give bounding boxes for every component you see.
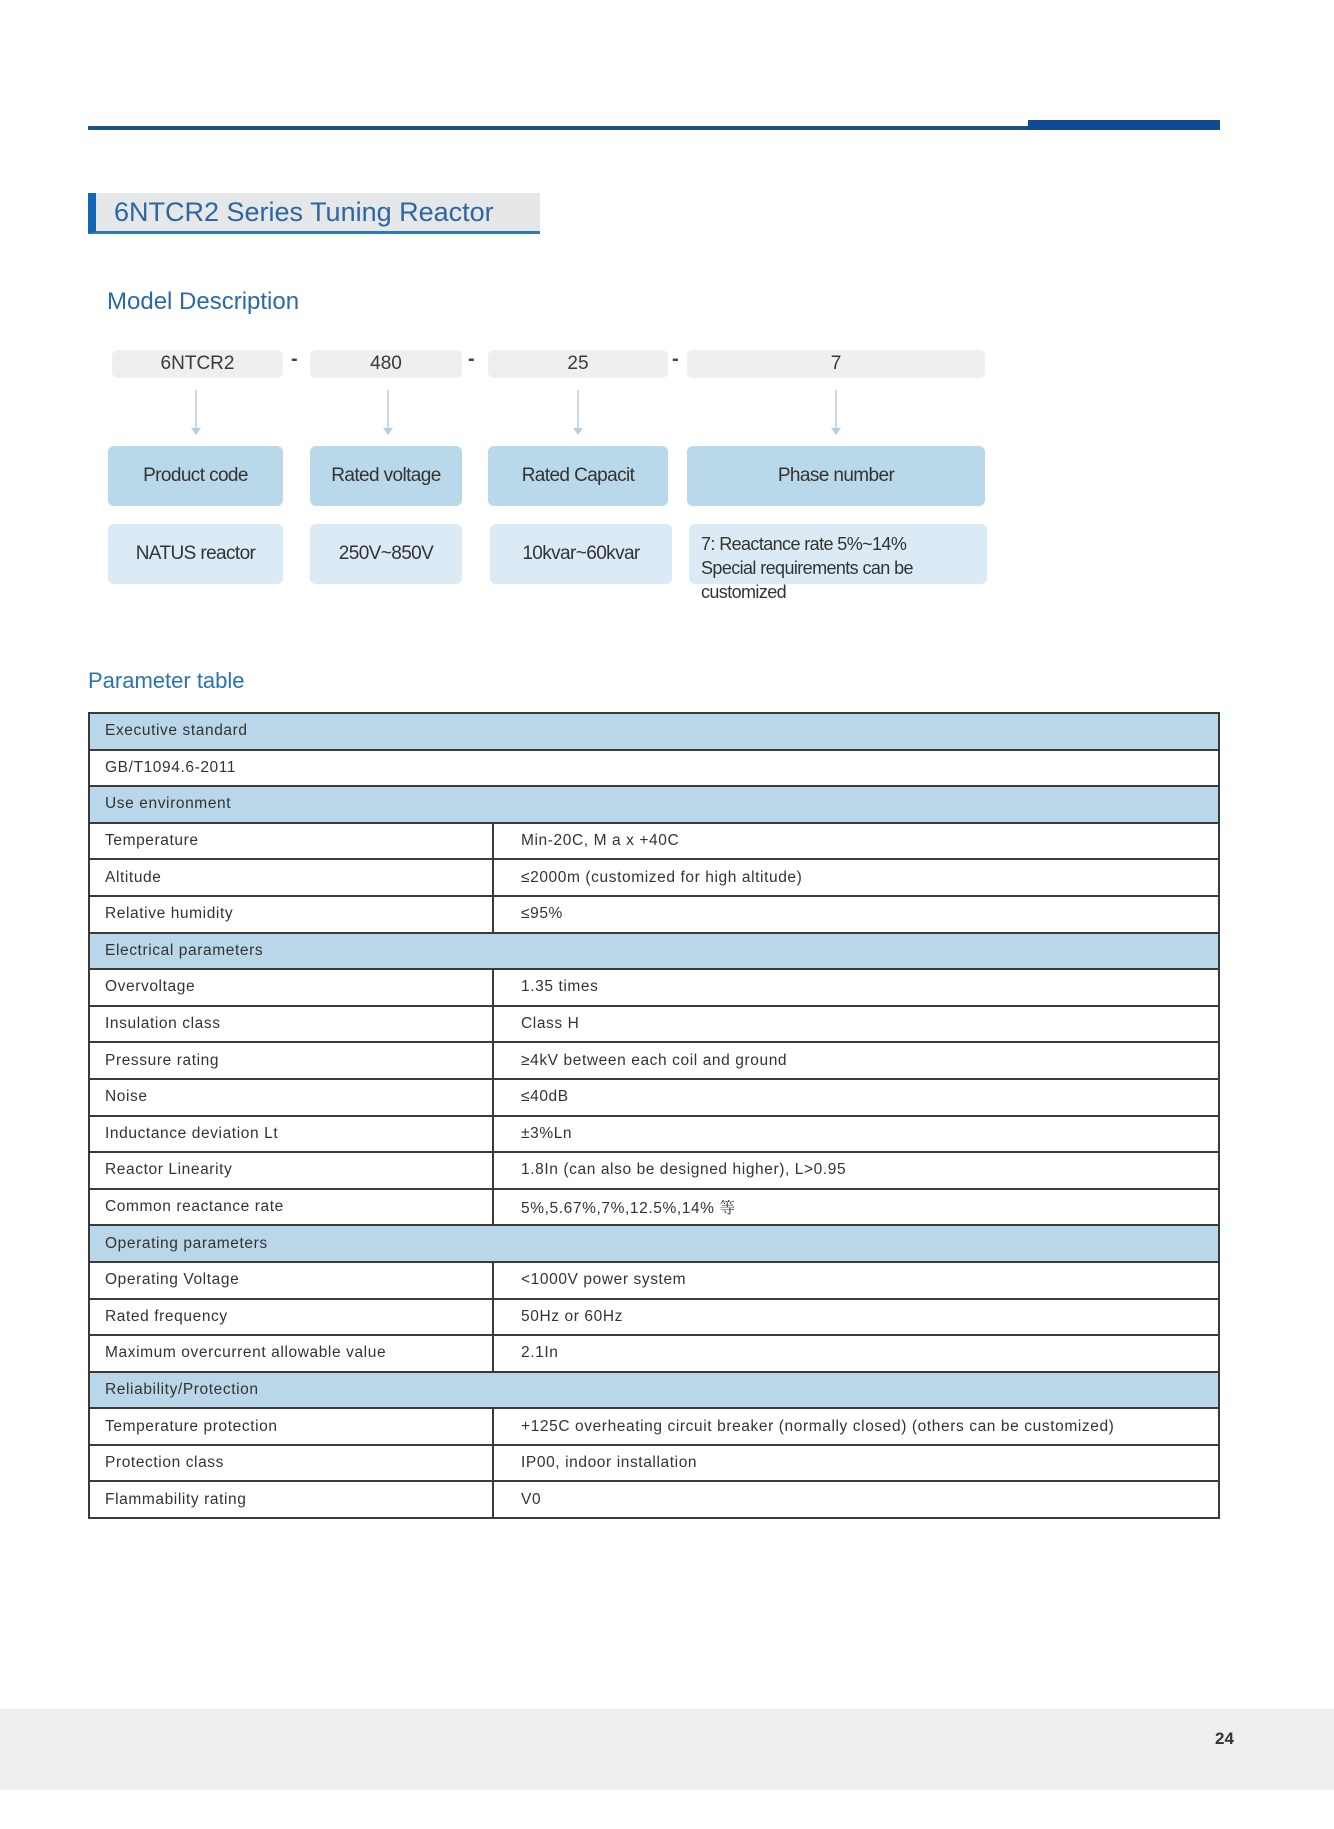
- param-value: V0: [493, 1481, 1219, 1518]
- param-value: 1.8In (can also be designed higher), L>0.95: [493, 1152, 1219, 1189]
- table-row: [89, 1042, 1219, 1079]
- table-row: [89, 823, 1219, 860]
- param-name: Common reactance rate: [89, 1189, 493, 1226]
- param-name: Rated frequency: [89, 1299, 493, 1336]
- table-row: [89, 750, 1219, 787]
- param-value: Class H: [493, 1006, 1219, 1043]
- param-name: Protection class: [89, 1445, 493, 1482]
- param-value: ≤2000m (customized for high altitude): [493, 859, 1219, 896]
- table-section-row: [89, 786, 1219, 823]
- model-value-phase-number: [689, 524, 987, 602]
- page-title-box: [88, 193, 540, 234]
- param-name: Reactor Linearity: [89, 1152, 493, 1189]
- model-description-heading: Model Description: [107, 288, 300, 315]
- table-row: [89, 859, 1219, 896]
- model-code-phase: 7: [687, 350, 985, 378]
- param-value: 2.1In: [493, 1335, 1219, 1372]
- param-value: Min-20C, M a x +40C: [493, 823, 1219, 860]
- page-title: 6NTCR2 Series Tuning Reactor: [114, 197, 494, 227]
- model-label-phase-number: Phase number: [687, 446, 985, 506]
- param-name: Overvoltage: [89, 969, 493, 1006]
- model-code-separator: -: [672, 348, 679, 370]
- standard-value: GB/T1094.6-2011: [89, 750, 1219, 787]
- param-name: Inductance deviation Lt: [89, 1116, 493, 1153]
- parameter-table-heading: Parameter table: [88, 668, 245, 693]
- down-arrow-icon: [387, 390, 389, 430]
- section-label: Use environment: [89, 786, 1219, 823]
- table-row: [89, 1408, 1219, 1445]
- param-name: Pressure rating: [89, 1042, 493, 1079]
- param-name: Noise: [89, 1079, 493, 1116]
- table-section-row: [89, 933, 1219, 970]
- param-name: Operating Voltage: [89, 1262, 493, 1299]
- model-code-separator: -: [291, 348, 298, 370]
- header-rule-accent: [1028, 120, 1220, 130]
- table-section-row: [89, 1372, 1219, 1409]
- table-row: [89, 1262, 1219, 1299]
- table-section-row: [89, 1225, 1219, 1262]
- model-value-rated-voltage: 250V~850V: [310, 524, 462, 584]
- table-row: [89, 1006, 1219, 1043]
- param-value: 5%,5.67%,7%,12.5%,14% 等: [493, 1189, 1219, 1226]
- param-value: ≥4kV between each coil and ground: [493, 1042, 1219, 1079]
- down-arrow-icon: [195, 390, 197, 430]
- table-row: [89, 1079, 1219, 1116]
- table-section-row: [89, 713, 1219, 750]
- param-value: ±3%Ln: [493, 1116, 1219, 1153]
- table-row: [89, 1299, 1219, 1336]
- param-value: <1000V power system: [493, 1262, 1219, 1299]
- model-code-product: 6NTCR2: [112, 350, 283, 378]
- footer: [0, 1709, 1334, 1790]
- phase-value-line-1: 7: Reactance rate 5%~14%: [701, 534, 907, 554]
- section-label: Reliability/Protection: [89, 1372, 1219, 1409]
- section-label: Executive standard: [89, 713, 1219, 750]
- model-code-separator: -: [468, 348, 475, 370]
- page-number: 24: [1215, 1729, 1234, 1748]
- model-value-product-code: NATUS reactor: [108, 524, 283, 584]
- section-label: Operating parameters: [89, 1225, 1219, 1262]
- table-row: [89, 1189, 1219, 1226]
- param-name: Altitude: [89, 859, 493, 896]
- parameter-table: [88, 712, 1220, 1519]
- model-value-rated-capacity: 10kvar~60kvar: [490, 524, 672, 584]
- table-row: [89, 896, 1219, 933]
- model-label-product-code: Product code: [108, 446, 283, 506]
- model-code-capacity: 25: [488, 350, 668, 378]
- param-name: Flammability rating: [89, 1481, 493, 1518]
- param-value: 1.35 times: [493, 969, 1219, 1006]
- model-label-rated-capacity: Rated Capacit: [488, 446, 668, 506]
- param-value: ≤95%: [493, 896, 1219, 933]
- param-name: Relative humidity: [89, 896, 493, 933]
- param-value: +125C overheating circuit breaker (normally closed) (others can be customized): [493, 1408, 1219, 1445]
- param-name: Temperature: [89, 823, 493, 860]
- phase-value-line-2: Special requirements can be customized: [701, 558, 913, 602]
- table-row: [89, 1445, 1219, 1482]
- model-code-voltage: 480: [310, 350, 462, 378]
- down-arrow-icon: [835, 390, 837, 430]
- table-row: [89, 969, 1219, 1006]
- param-value: 50Hz or 60Hz: [493, 1299, 1219, 1336]
- model-label-rated-voltage: Rated voltage: [310, 446, 462, 506]
- param-value: IP00, indoor installation: [493, 1445, 1219, 1482]
- table-row: [89, 1152, 1219, 1189]
- param-value: ≤40dB: [493, 1079, 1219, 1116]
- section-label: Electrical parameters: [89, 933, 1219, 970]
- table-row: [89, 1481, 1219, 1518]
- table-row: [89, 1335, 1219, 1372]
- param-name: Insulation class: [89, 1006, 493, 1043]
- param-name: Temperature protection: [89, 1408, 493, 1445]
- down-arrow-icon: [577, 390, 579, 430]
- param-name: Maximum overcurrent allowable value: [89, 1335, 493, 1372]
- table-row: [89, 1116, 1219, 1153]
